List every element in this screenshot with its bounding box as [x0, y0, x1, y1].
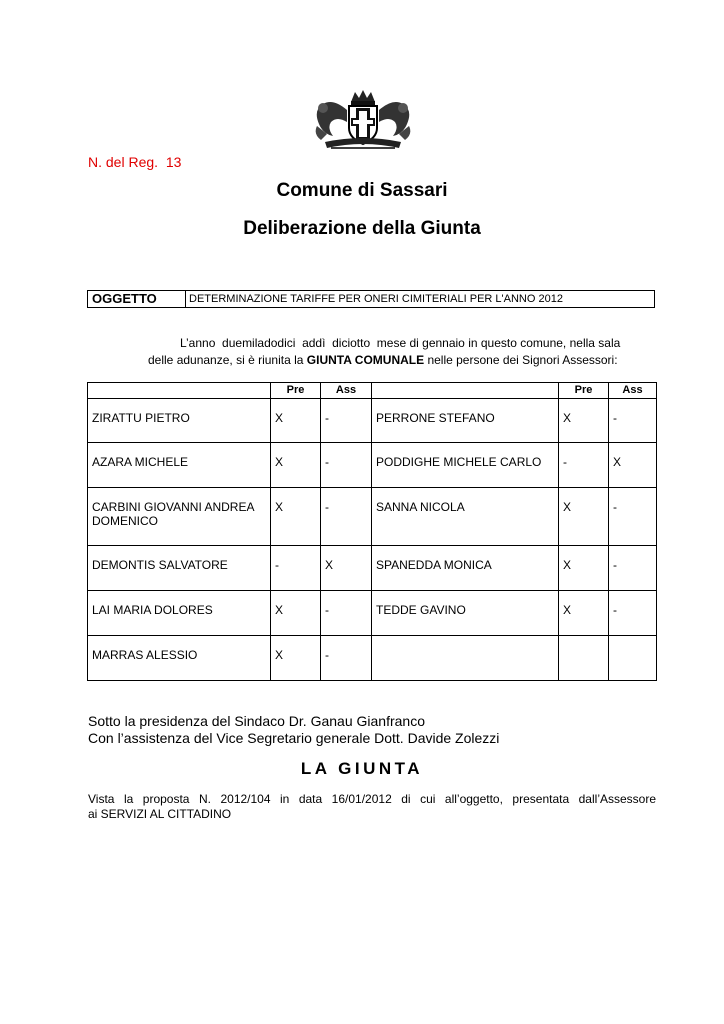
- subject-box: [87, 290, 655, 308]
- assessor-name: PERRONE STEFANO: [372, 399, 559, 443]
- absent-mark: -: [609, 546, 657, 591]
- table-row: [88, 488, 657, 546]
- assessor-name: TEDDE GAVINO: [372, 591, 559, 636]
- subject-text: DETERMINAZIONE TARIFFE PER ONERI CIMITERIALI PER L'ANNO 2012: [189, 293, 563, 305]
- present-mark: X: [271, 591, 321, 636]
- table-header-row: [88, 383, 657, 399]
- assessor-name: [372, 636, 559, 681]
- intro-line-1: L’anno duemiladodici addì diciotto mese di gennaio in questo comune, nella sala: [180, 336, 621, 350]
- assessor-name: SANNA NICOLA: [372, 488, 559, 546]
- header-cell: Ass: [321, 383, 372, 399]
- absent-mark: -: [609, 488, 657, 546]
- present-mark: X: [559, 546, 609, 591]
- table-row: [88, 591, 657, 636]
- absent-mark: -: [609, 591, 657, 636]
- table-row: [88, 443, 657, 488]
- intro-line-2: [148, 353, 618, 367]
- table-row: [88, 399, 657, 443]
- absent-mark: -: [321, 399, 372, 443]
- intro-line-2-post: nelle persone dei Signori Assessori:: [424, 353, 618, 367]
- document-title: Comune di Sassari: [276, 180, 448, 201]
- assessor-name: DEMONTIS SALVATORE: [88, 546, 271, 591]
- present-mark: [559, 636, 609, 681]
- section-heading: LA GIUNTA: [300, 759, 424, 778]
- intro-line-2-pre: delle adunanze, si è riunita la: [148, 353, 307, 367]
- assistance-line: Con l’assistenza del Vice Segretario generale Dott. Davide Zolezzi: [88, 730, 500, 746]
- present-mark: X: [271, 636, 321, 681]
- intro-line-2-bold: GIUNTA COMUNALE: [306, 353, 425, 367]
- document-subtitle: Deliberazione della Giunta: [243, 218, 481, 239]
- assessor-name: AZARA MICHELE: [88, 443, 271, 488]
- assessor-name: SPANEDDA MONICA: [372, 546, 559, 591]
- present-mark: -: [559, 443, 609, 488]
- absent-mark: X: [609, 443, 657, 488]
- header-cell: Pre: [559, 383, 609, 399]
- assessor-name: CARBINI GIOVANNI ANDREA DOMENICO: [88, 488, 271, 546]
- subject-label: OGGETTO: [88, 291, 186, 307]
- assessor-name: MARRAS ALESSIO: [88, 636, 271, 681]
- absent-mark: -: [321, 636, 372, 681]
- absent-mark: -: [321, 488, 372, 546]
- assessor-name: ZIRATTU PIETRO: [88, 399, 271, 443]
- table-row: [88, 636, 657, 681]
- header-cell: Ass: [609, 383, 657, 399]
- header-cell: [88, 383, 271, 399]
- present-mark: X: [559, 399, 609, 443]
- present-mark: X: [271, 443, 321, 488]
- table-row: [88, 546, 657, 591]
- absent-mark: X: [321, 546, 372, 591]
- assessor-name: LAI MARIA DOLORES: [88, 591, 271, 636]
- presidency-line: Sotto la presidenza del Sindaco Dr. Ganau Gianfranco: [88, 713, 425, 729]
- absent-mark: [609, 636, 657, 681]
- proposal-line-2: ai SERVIZI AL CITTADINO: [88, 807, 232, 821]
- header-cell: [372, 383, 559, 399]
- present-mark: X: [271, 399, 321, 443]
- present-mark: X: [559, 591, 609, 636]
- present-mark: -: [271, 546, 321, 591]
- attendance-table: [87, 382, 657, 681]
- present-mark: X: [559, 488, 609, 546]
- absent-mark: -: [609, 399, 657, 443]
- proposal-line-1: Vista la proposta N. 2012/104 in data 16/01/2012 di cui all’oggetto, presentata dall’Assessore: [88, 792, 656, 806]
- header-cell: Pre: [271, 383, 321, 399]
- absent-mark: -: [321, 591, 372, 636]
- registry-number: N. del Reg. 13: [88, 154, 182, 170]
- absent-mark: -: [321, 443, 372, 488]
- sassari-coat-of-arms-icon: [311, 88, 415, 154]
- present-mark: X: [271, 488, 321, 546]
- assessor-name: PODDIGHE MICHELE CARLO: [372, 443, 559, 488]
